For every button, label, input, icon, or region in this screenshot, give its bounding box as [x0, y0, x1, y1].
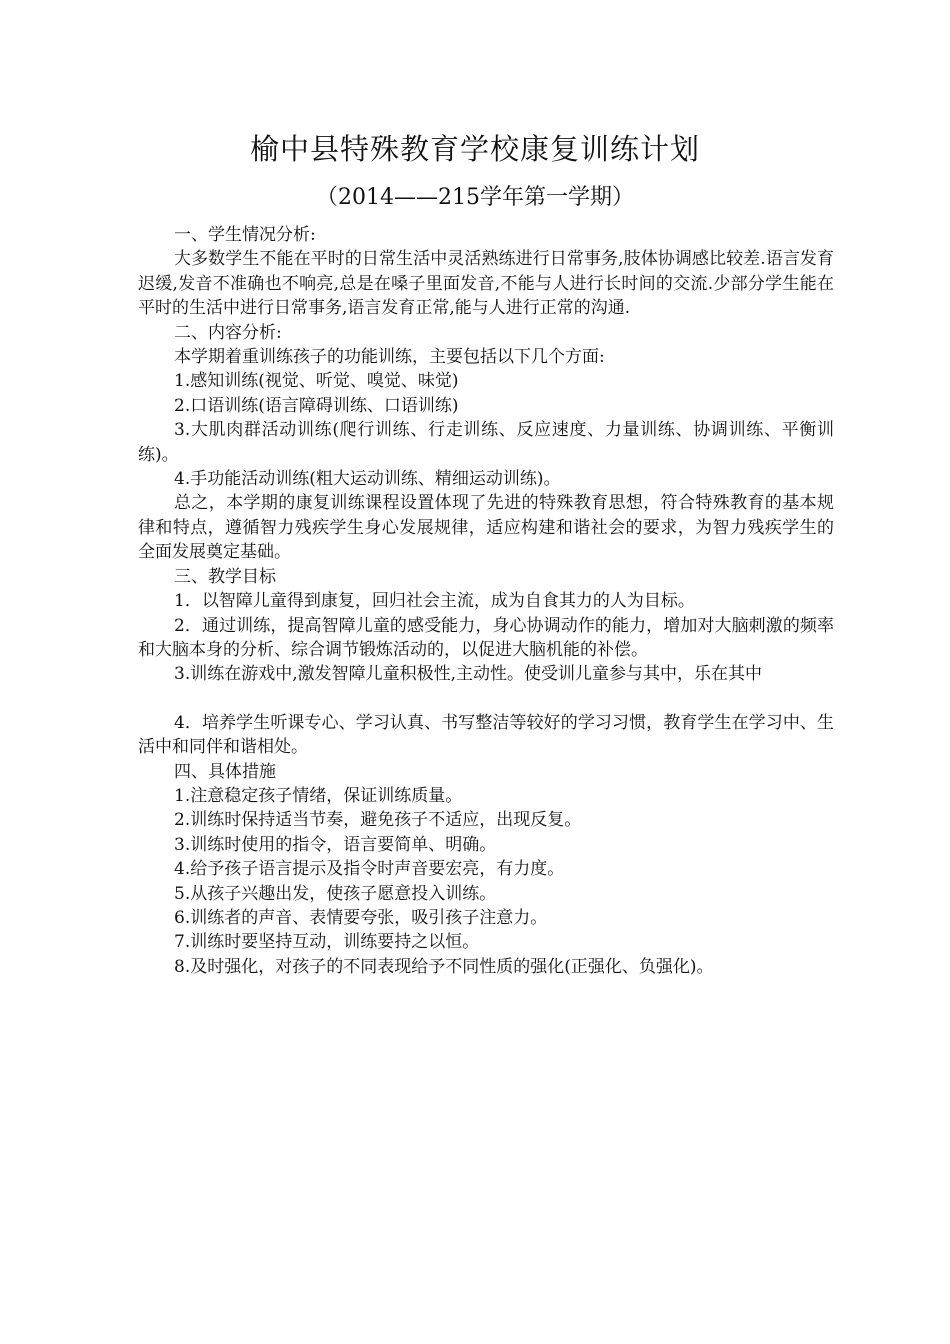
list-item-measure-7: 7.训练时要坚持互动，训练要持之以恒。 — [174, 932, 480, 953]
list-item-goal-3: 3.训练在游戏中,激发智障儿童积极性,主动性。使受训儿童参与其中，乐在其中 — [174, 664, 763, 685]
list-item-goal-2: 2．通过训练，提高智障儿童的感受能力，身心协调动作的能力，增加对大脑刺激的频率和大脑本身的分析、综合调节锻炼活动的，以促进大脑机能的补偿。 — [138, 615, 834, 660]
document-body — [138, 223, 834, 979]
list-item-goal-1: 1．以智障儿童得到康复，回归社会主流，成为自食其力的人为目标。 — [174, 591, 695, 612]
list-item-measure-4: 4.给予孩子语言提示及指令时声音要宏亮，有力度。 — [174, 859, 565, 880]
list-item-goal-4: 4．培养学生听课专心、学习认真、书写整洁等较好的学习习惯，教育学生在学习中、生活中和同伴和谐相处。 — [138, 712, 834, 758]
list-item-content-3: 3.大肌肉群活动训练(爬行训练、行走训练、反应速度、力量训练、协调训练、平衡训练)。 — [138, 420, 834, 465]
list-item-measure-6: 6.训练者的声音、表情要夸张，吸引孩子注意力。 — [174, 907, 548, 928]
list-item-measure-3: 3.训练时使用的指令，语言要简单、明确。 — [174, 834, 497, 855]
paragraph-content-intro: 本学期着重训练孩子的功能训练，主要包括以下几个方面: — [174, 347, 605, 368]
paragraph-student-analysis: 大多数学生不能在平时的日常生活中灵活熟练进行日常事务,肢体协调感比较差.语言发育迟缓,发音不准确也不响亮,总是在嗓子里面发音,不能与人进行长时间的交流.少部分学生能在平时的生活中进行日常事务,语言发育正常,能与人进行正常的沟通. — [138, 249, 834, 319]
section-heading-content-analysis: 二、内容分析: — [174, 322, 282, 343]
list-item-content-2: 2.口语训练(语言障碍训练、口语训练) — [174, 395, 459, 416]
document-title: 榆中县特殊教育学校康复训练计划 — [249, 132, 700, 166]
paragraph-summary: 总之，本学期的康复训练课程设置体现了先进的特殊教育思想，符合特殊教育的基本规律和特点，遵循智力残疾学生身心发展规律，适应构建和谐社会的要求，为智力残疾学生的全面发展奠定基础。 — [138, 493, 834, 563]
section-heading-student-analysis: 一、学生情况分析: — [174, 225, 316, 245]
list-item-measure-8: 8.及时强化，对孩子的不同表现给予不同性质的强化(正强化、负强化)。 — [174, 956, 714, 977]
section-heading-goals: 三、教学目标 — [174, 566, 276, 587]
list-item-measure-5: 5.从孩子兴趣出发，使孩子愿意投入训练。 — [174, 883, 497, 904]
list-item-content-4: 4.手功能活动训练(粗大运动训练、精细运动训练)。 — [174, 469, 561, 490]
document-subtitle: （2014——215学年第一学期） — [316, 185, 634, 210]
list-item-measure-1: 1.注意稳定孩子情绪，保证训练质量。 — [174, 785, 463, 806]
list-item-measure-2: 2.训练时保持适当节奏，避免孩子不适应，出现反复。 — [174, 810, 582, 831]
section-heading-measures: 四、具体措施 — [174, 761, 276, 782]
list-item-content-1: 1.感知训练(视觉、听觉、嗅觉、味觉) — [174, 371, 459, 392]
